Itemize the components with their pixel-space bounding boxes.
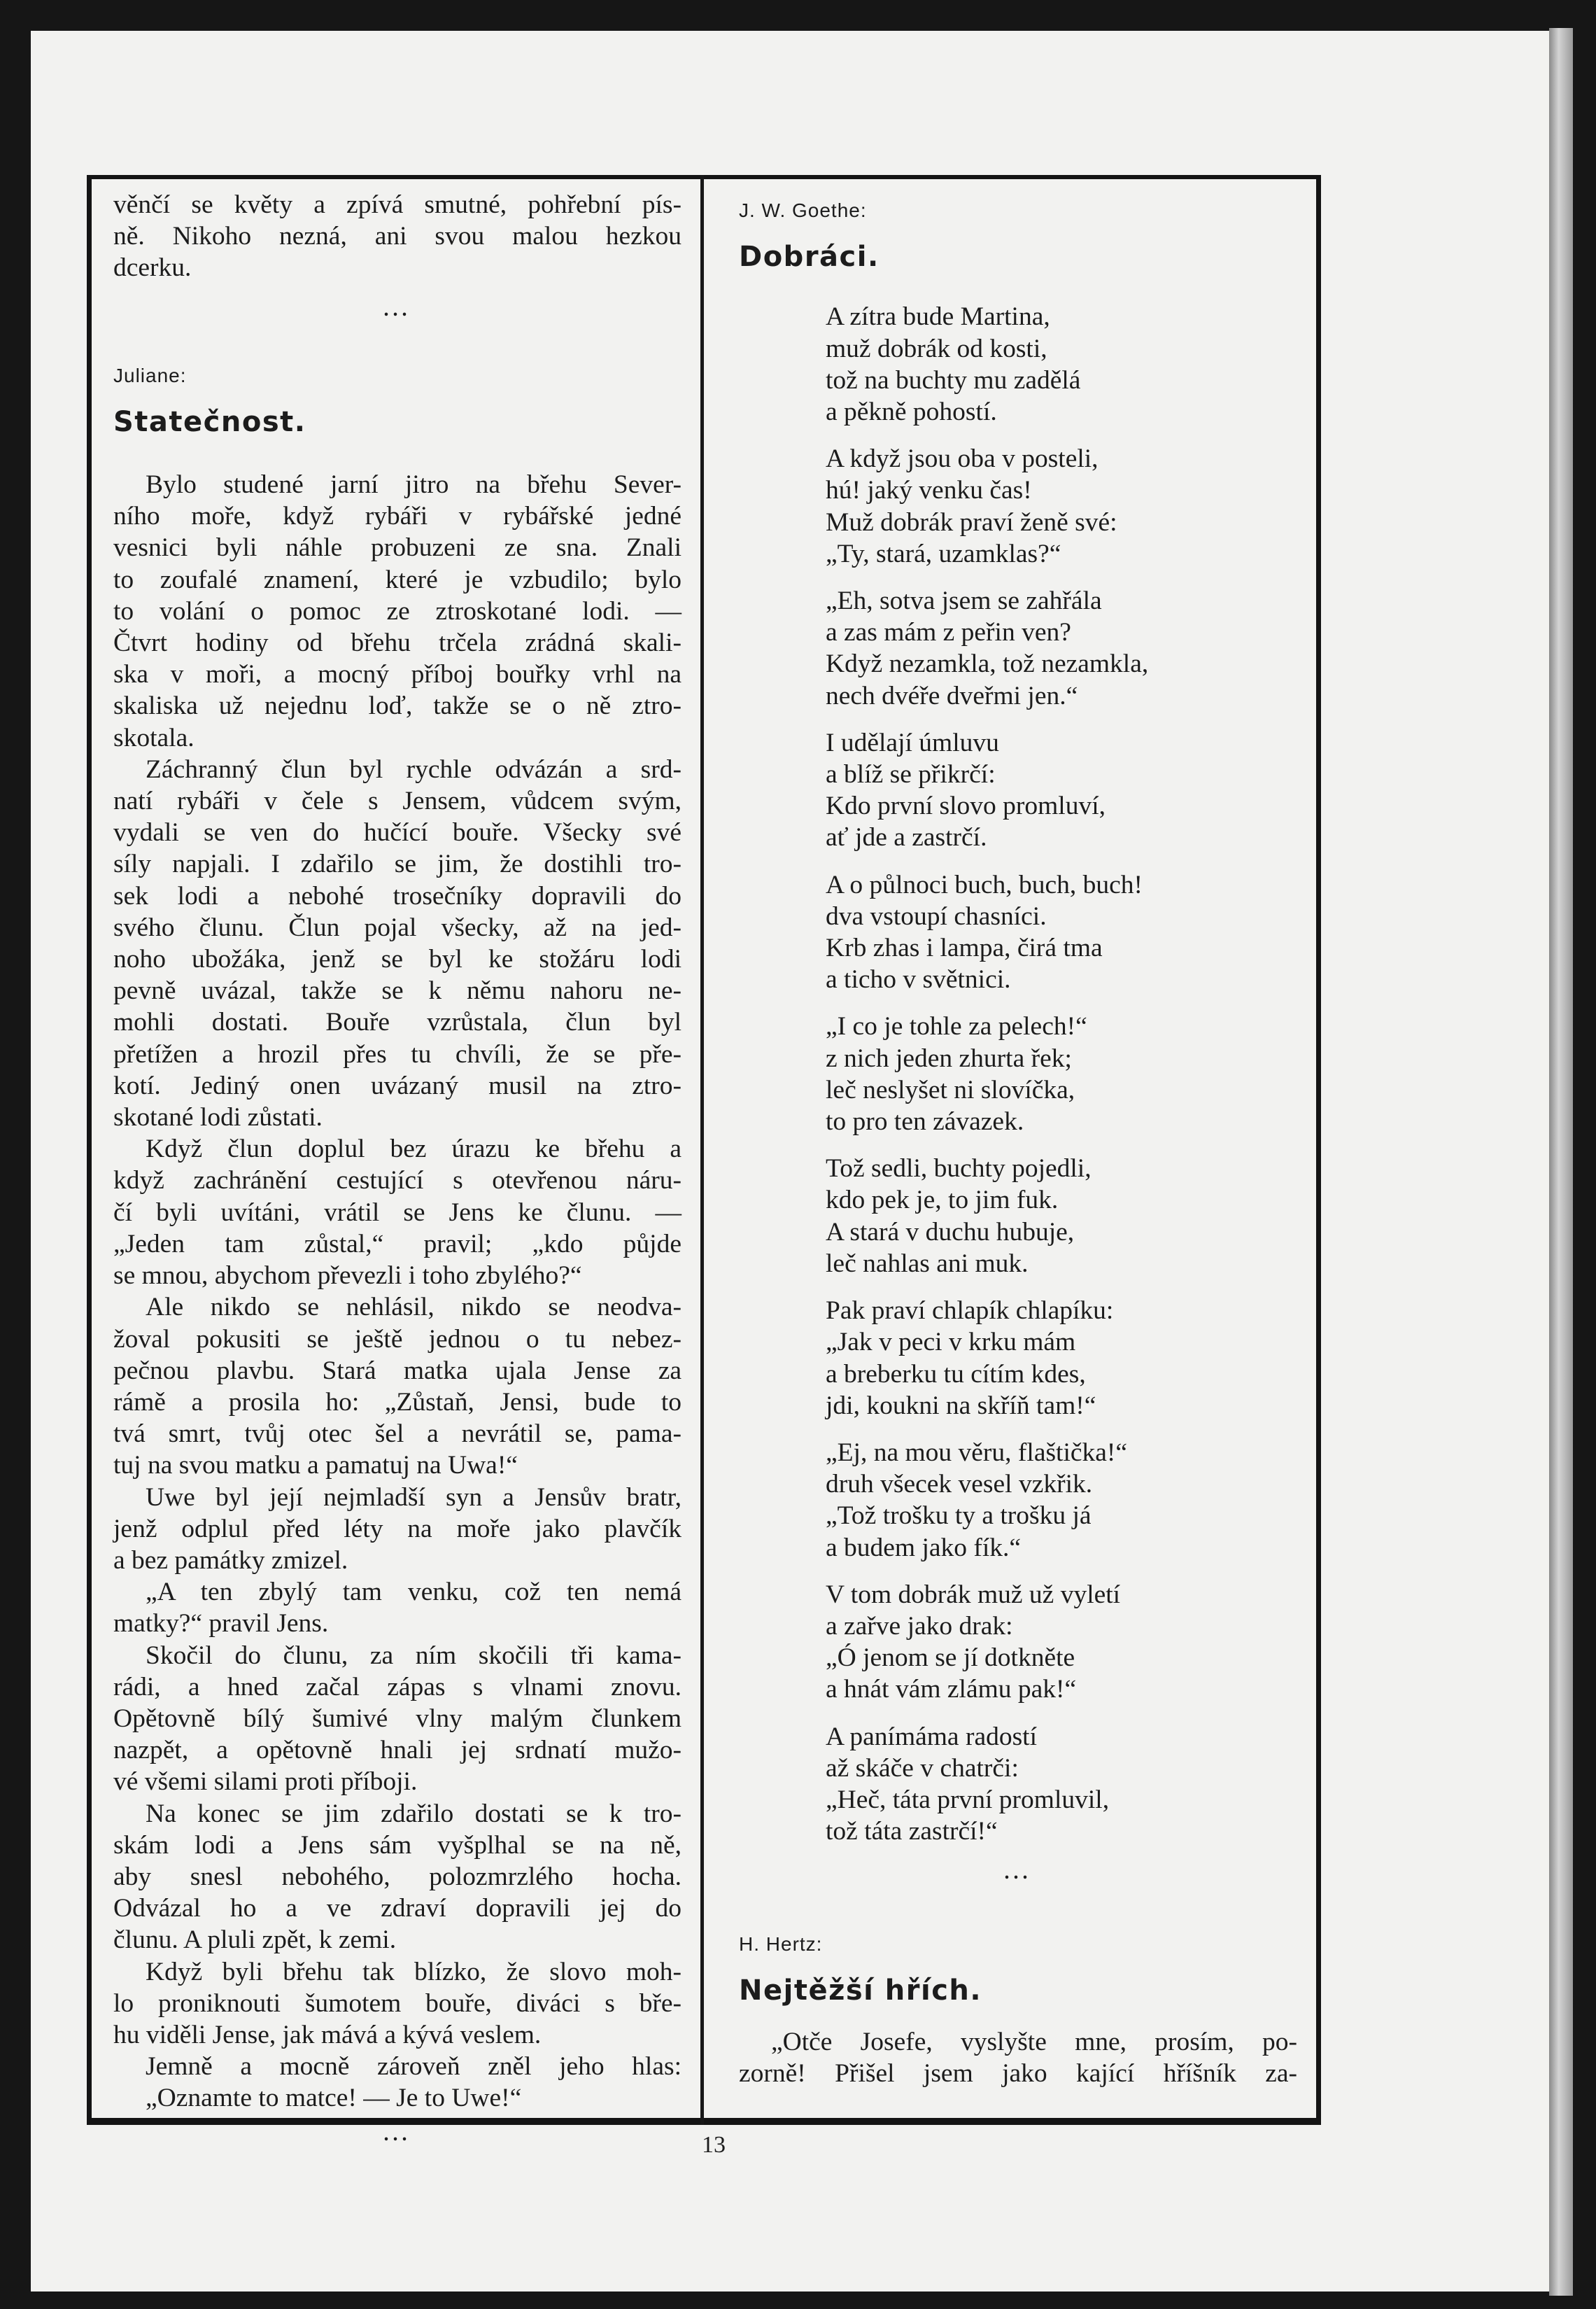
verse-line: muž dobrák od kosti, <box>826 334 1047 363</box>
section-separator: ... <box>383 298 411 321</box>
verse-line: a pěkně pohostí. <box>826 398 997 427</box>
verse-line: a zařve jako drak: <box>826 1611 1013 1641</box>
text-line: pečnou plavbu. Stará matka ujala Jense za <box>113 1356 682 1385</box>
text-line: rámě a prosila ho: „Zůstaň, Jensi, bude to <box>113 1387 682 1417</box>
text-line: žoval pokusiti se ještě jednou o tu nebez- <box>113 1324 682 1354</box>
text-line: vesnici byli náhle probuzeni ze sna. Znali <box>113 533 682 563</box>
text-line: když zachránění cestující s otevřenou náru- <box>113 1166 682 1195</box>
text-line: hu viděli Jense, jak mává a kývá veslem. <box>113 2020 542 2049</box>
verse-line: A o půlnoci buch, buch, buch! <box>826 870 1143 899</box>
poem-title: Dobráci. <box>739 241 880 274</box>
text-line: Záchranný člun byl rychle odvázán a srd- <box>146 755 682 784</box>
poem-body <box>739 301 1297 1847</box>
text-line: sek lodi a nebohé trosečníky dopravili do <box>113 881 682 911</box>
verse-line: „Ty, stará, uzamklas?“ <box>826 539 1061 568</box>
text-line: aby snesl nebohého, polozmrzlého hocha. <box>113 1862 682 1891</box>
verse-line: hú! jaký venku čas! <box>826 476 1032 505</box>
text-line: se mnou, abychom převezli i toho zbylého?“ <box>113 1261 582 1291</box>
verse-line: Když nezamkla, tož nezamkla, <box>826 650 1149 679</box>
verse-line: jdi, koukni na skříň tam!“ <box>826 1391 1096 1420</box>
verse-line: až skáče v chatrči: <box>826 1753 1019 1783</box>
text-line: čí byli uvítáni, vrátil se Jens ke člunu. — <box>113 1198 682 1227</box>
poem-stanza <box>826 585 1297 712</box>
text-line: věnčí se květy a zpívá smutné, pohřební pís- <box>113 190 682 219</box>
text-line: Skočil do člunu, za ním skočili tři kama- <box>146 1641 682 1670</box>
verse-line: to pro ten závazek. <box>826 1107 1024 1137</box>
text-line: to zoufalé znamení, které je vzbudilo; bylo <box>113 565 682 594</box>
verse-line: V tom dobrák muž už vyletí <box>826 1580 1121 1609</box>
text-line: lo proniknouti šumotem bouře, diváci s bře- <box>113 1988 682 2018</box>
text-line: zorně! Přišel jsem jako kající hříšník za- <box>739 2059 1297 2089</box>
verse-line: tož táta zastrčí!“ <box>826 1817 998 1846</box>
verse-line: „I co je tohle za pelech!“ <box>826 1012 1087 1041</box>
text-line: jenž odplul před léty na moře jako plavčík <box>113 1514 682 1543</box>
verse-line: z nich jeden zhurta řek; <box>826 1044 1072 1073</box>
verse-line: A stará v duchu hubuje, <box>826 1217 1075 1247</box>
section-separator: ... <box>383 2123 411 2145</box>
poem-stanza <box>826 1579 1297 1706</box>
verse-line: A zítra bude Martina, <box>826 302 1050 332</box>
verse-line: Krb zhas i lampa, čirá tma <box>826 934 1103 963</box>
left-column <box>113 189 682 2150</box>
page-number: 13 <box>702 2132 726 2158</box>
text-line: tvá smrt, tvůj otec šel a nevrátil se, pama- <box>113 1419 682 1449</box>
text-line: kotí. Jediný onen uvázaný musil na ztro- <box>113 1071 682 1100</box>
text-line: matky?“ pravil Jens. <box>113 1609 329 1638</box>
text-line: „Otče Josefe, vyslyšte mne, prosím, po- <box>771 2027 1297 2056</box>
text-line: a bez památky zmizel. <box>113 1545 348 1575</box>
story-author: Juliane: <box>113 364 187 386</box>
text-line: dcerku. <box>113 253 192 283</box>
verse-line: a hnát vám zlámu pak!“ <box>826 1675 1077 1704</box>
column-divider <box>700 175 704 2125</box>
text-line: nazpět, a opětovně hnali jej srdnatí mužo- <box>113 1736 682 1765</box>
text-line: skotala. <box>113 723 195 752</box>
page-edge <box>1549 28 1573 2296</box>
text-line: Odvázal ho a ve zdraví dopravili jej do <box>113 1894 682 1923</box>
poem-author: J. W. Goethe: <box>739 199 867 221</box>
verse-line: tož na buchty mu zadělá <box>826 365 1081 395</box>
verse-line: a ticho v světnici. <box>826 965 1011 995</box>
verse-line: Tož sedli, buchty pojedli, <box>826 1154 1092 1184</box>
verse-line: a zas mám z peřin ven? <box>826 618 1071 647</box>
text-line: Uwe byl její nejmladší syn a Jensův bratr, <box>146 1482 682 1512</box>
verse-line: Pak praví chlapík chlapíku: <box>826 1296 1114 1326</box>
text-line: Když byli břehu tak blízko, že slovo moh- <box>146 1957 682 1986</box>
verse-line: a budem jako fík.“ <box>826 1533 1022 1562</box>
poem-stanza <box>826 443 1297 570</box>
verse-line: „Eh, sotva jsem se zahřála <box>826 587 1102 616</box>
text-line: přetížen a hrozil přes tu chvíli, že se pře- <box>113 1039 682 1069</box>
verse-line: druh všecek vesel vzkřik. <box>826 1470 1093 1499</box>
text-line: svého člunu. Člun pojal všecky, až na jed- <box>113 913 682 942</box>
text-line: skám lodi a Jens sám vyšplhal se na ně, <box>113 1830 682 1860</box>
text-line: skaliska už nejednu loď, takže se o ně ztro- <box>113 692 682 721</box>
verse-line: „Heč, táta první promluvil, <box>826 1785 1110 1814</box>
text-line: tuj na svou matku a pamatuj na Uwa!“ <box>113 1451 518 1480</box>
text-line: noho ubožáka, jenž se byl ke stožáru lodi <box>113 945 682 974</box>
text-line: Na konec se jim zdařilo dostati se k tro- <box>146 1799 682 1828</box>
intro-paragraph <box>113 189 682 284</box>
text-line: pevně uvázal, takže se k němu nahoru ne- <box>113 976 682 1006</box>
verse-line: leč nahlas ani muk. <box>826 1249 1029 1278</box>
text-line: „Oznamte to matce! — Je to Uwe!“ <box>146 2084 522 2113</box>
next-story-title: Nejtěžší hřích. <box>739 1974 982 2007</box>
text-line: „Jeden tam zůstal,“ pravil; „kdo půjde <box>113 1229 682 1258</box>
verse-line: dva vstoupí chasníci. <box>826 901 1047 931</box>
text-line: člunu. A pluli zpět, k zemi. <box>113 1925 397 1955</box>
poem-stanza <box>826 1153 1297 1279</box>
text-line: natí rybáři v čele s Jensem, vůdcem svým, <box>113 787 682 816</box>
verse-line: „Jak v peci v krku mám <box>826 1328 1076 1357</box>
poem-stanza <box>826 1721 1297 1848</box>
verse-line: I udělají úmluvu <box>826 728 999 757</box>
text-line: síly napjali. I zdařilo se jim, že dostihli tro- <box>113 850 682 879</box>
verse-line: A když jsou oba v posteli, <box>826 444 1099 474</box>
verse-line: Muž dobrák praví ženě své: <box>826 507 1117 537</box>
text-line: ního moře, když rybáři v rybářské jedné <box>113 502 682 531</box>
story-title: Statečnost. <box>113 405 306 438</box>
text-line: Když člun doplul bez úrazu ke břehu a <box>146 1135 682 1164</box>
verse-line: a blíž se přikrčí: <box>826 760 996 789</box>
section-separator: ... <box>1004 1862 1032 1884</box>
text-line: „A ten zbylý tam venku, což ten nemá <box>146 1578 682 1607</box>
verse-line: A panímáma radostí <box>826 1722 1038 1751</box>
poem-stanza <box>826 1011 1297 1137</box>
verse-line: „Tož trošku ty a trošku já <box>826 1501 1092 1531</box>
poem-stanza <box>826 869 1297 996</box>
poem-stanza <box>826 727 1297 854</box>
poem-stanza <box>826 1437 1297 1564</box>
poem-stanza <box>826 301 1297 428</box>
text-line: ska v moři, a mocný příboj bouřky vrhl na <box>113 660 682 689</box>
text-line: Čtvrt hodiny od břehu trčela zrádná skali- <box>113 629 682 658</box>
verse-line: „Ó jenom se jí dotkněte <box>826 1643 1075 1673</box>
text-line: Bylo studené jarní jitro na břehu Sever- <box>146 470 682 500</box>
next-story-body <box>739 2026 1297 2089</box>
text-line: ně. Nikoho nezná, ani svou malou hezkou <box>113 222 682 251</box>
right-column <box>739 189 1297 2089</box>
verse-line: ať jde a zastrčí. <box>826 823 987 852</box>
text-line: Opětovně bílý šumivé vlny malým člunkem <box>113 1704 682 1733</box>
story-body <box>113 469 682 2114</box>
text-line: mohli dostati. Bouře vzrůstala, člun byl <box>113 1008 682 1037</box>
text-line: skotané lodi zůstati. <box>113 1103 323 1132</box>
text-line: to volání o pomoc ze ztroskotané lodi. — <box>113 596 682 626</box>
verse-line: Kdo první slovo promluví, <box>826 792 1106 821</box>
verse-line: a breberku tu cítím kdes, <box>826 1359 1086 1389</box>
text-line: rádi, a hned začal zápas s vlnami znovu. <box>113 1672 682 1701</box>
text-line: Jemně a mocně zároveň zněl jeho hlas: <box>146 2052 682 2082</box>
text-line: Ale nikdo se nehlásil, nikdo se neodva- <box>146 1293 682 1322</box>
verse-line: kdo pek je, to jim fuk. <box>826 1186 1059 1215</box>
poem-stanza <box>826 1295 1297 1422</box>
text-line: vydali se ven do hučící bouře. Všecky své <box>113 818 682 848</box>
next-story-author: H. Hertz: <box>739 1932 823 1955</box>
verse-line: nech dvéře dveřmi jen.“ <box>826 681 1078 710</box>
verse-line: „Ej, na mou věru, flaštička!“ <box>826 1438 1128 1467</box>
text-line: vé všemi silami proti příboji. <box>113 1767 418 1797</box>
verse-line: leč neslyšet ni slovíčka, <box>826 1075 1075 1104</box>
